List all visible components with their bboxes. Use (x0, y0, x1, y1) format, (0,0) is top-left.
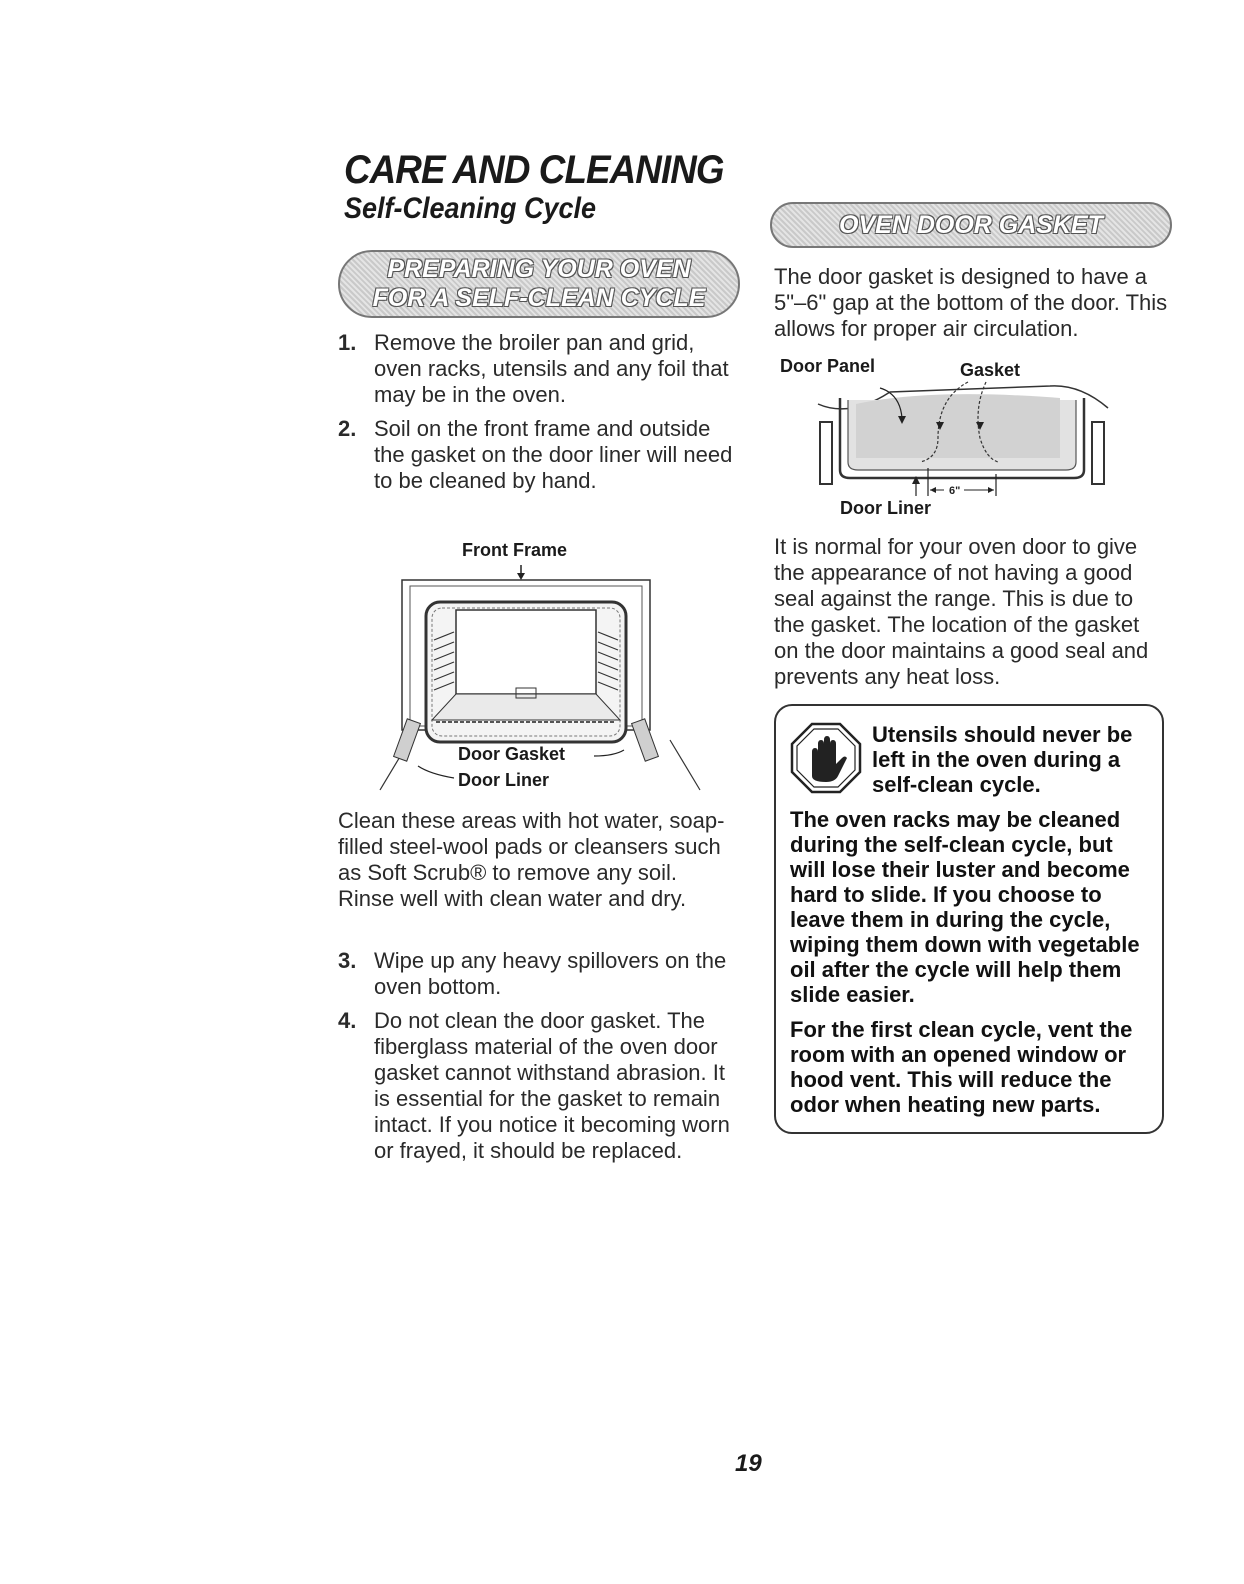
steps-list-1 (338, 330, 738, 502)
gasket-intro-paragraph: The door gasket is designed to have a 5"–6" gap at the bottom of the door. This allows for proper air circulation. (774, 264, 1168, 341)
warning-header (790, 722, 1150, 797)
oven-door-gasket-banner (770, 202, 1172, 248)
warning-paragraph-vent: For the first clean cycle, vent the room with an opened window or hood vent. This will reduce the odor when heating new parts. (790, 1017, 1133, 1117)
list-item (338, 416, 738, 494)
door-cross-section-illustration (810, 378, 1120, 498)
step-number: 3. (338, 948, 357, 973)
gasket-normal-paragraph: It is normal for your oven door to give the appearance of not having a good seal against the range. This is due to the gasket. The location of the gasket on the door maintains a good seal and prevents any heat loss. (774, 534, 1149, 689)
list-item (338, 948, 738, 1000)
warning-box (774, 704, 1164, 1134)
step-number: 2. (338, 416, 357, 441)
door-gasket-label: Door Gasket (458, 744, 566, 764)
front-frame-label: Front Frame (462, 540, 568, 560)
step-text: Wipe up any heavy spillovers on the oven bottom. (374, 948, 727, 999)
door-panel-label: Door Panel (780, 356, 876, 376)
door-liner-label: Door Liner (458, 770, 550, 790)
gasket-label: Gasket (960, 360, 1021, 380)
steps-list-2 (338, 948, 738, 1172)
stop-hand-icon (790, 722, 862, 794)
gap-dimension-label: 6" (949, 485, 961, 497)
banner-line-2: FOR A SELF-CLEAN CYCLE (372, 284, 706, 312)
door-liner-right-label: Door Liner (840, 498, 932, 518)
list-item (338, 1008, 738, 1164)
page-number: 19 (735, 1450, 762, 1477)
step-number: 1. (338, 330, 357, 355)
step-text: Soil on the front frame and outside the gasket on the door liner will need to be cleaned by hand. (374, 416, 733, 493)
step-text: Remove the broiler pan and grid, oven racks, utensils and any foil that may be in the oven. (374, 330, 729, 407)
clean-instructions-paragraph: Clean these areas with hot water, soap-filled steel-wool pads or cleansers such as Soft Scrub® to remove any soil. Rinse well with clean water and dry. (338, 808, 725, 911)
page-title: CARE AND CLEANING (344, 148, 724, 192)
banner-text: OVEN DOOR GASKET (839, 210, 1103, 239)
page-subtitle: Self-Cleaning Cycle (344, 192, 597, 225)
warning-headline: Utensils should never be left in the oven during a self-clean cycle. (872, 722, 1133, 797)
warning-paragraph-racks: The oven racks may be cleaned during the self-clean cycle, but will lose their luster and become hard to slide. If you choose to leave them in during the cycle, wiping them down with vegetable oil after the cycle will help them slide easier. (790, 807, 1140, 1007)
preparing-oven-banner (338, 250, 740, 318)
step-number: 4. (338, 1008, 357, 1033)
banner-line-1: PREPARING YOUR OVEN (387, 255, 691, 283)
list-item (338, 330, 738, 408)
step-text: Do not clean the door gasket. The fiberglass material of the oven door gasket cannot withstand abrasion. It is essential for the gasket to remain intact. If you notice it becoming worn or frayed, it should be replaced. (374, 1008, 730, 1163)
